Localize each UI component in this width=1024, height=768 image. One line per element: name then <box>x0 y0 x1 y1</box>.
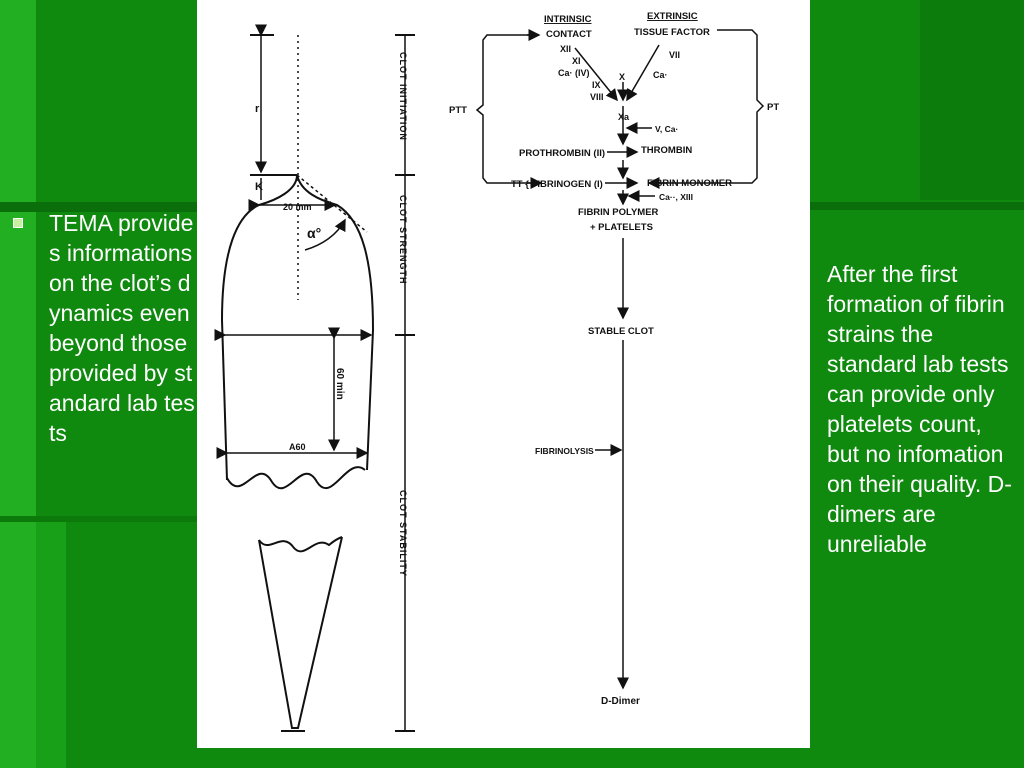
cascade-labels <box>449 11 779 707</box>
teg-tracing <box>222 35 415 731</box>
phase-clot-initiation: CLOT INITIATION <box>398 52 408 141</box>
bullet-square-icon <box>13 218 23 228</box>
label-xi: XI <box>572 56 581 66</box>
label-pt: PT <box>767 102 780 113</box>
label-fibrin-monomer: FIBRIN MONOMER <box>647 178 732 189</box>
coagulation-figure <box>197 0 810 748</box>
label-xa: Xa <box>618 112 630 122</box>
left-bullet-text: TEMA provides informations on the clot’s dynamics even beyond those provided by standard lab tests <box>49 210 195 446</box>
label-thrombin: THROMBIN <box>641 145 693 156</box>
background-left-stripe <box>0 0 36 768</box>
trace-wavy-bottom <box>227 467 365 488</box>
label-fibrin-polymer: FIBRIN POLYMER <box>578 207 659 218</box>
label-ca-xiii: Ca··, XIII <box>659 192 694 202</box>
label-x: X <box>619 72 626 82</box>
background-left-stripe-lower <box>36 520 66 768</box>
label-alpha: α° <box>307 225 322 241</box>
figure-panel <box>197 0 810 748</box>
label-r: r <box>255 103 260 115</box>
label-20mm: 20 mm <box>283 202 312 212</box>
label-xii: XII <box>560 44 572 54</box>
label-k: K <box>255 181 263 193</box>
cone-wavy-top <box>259 537 342 551</box>
label-tt-fibrinogen: TT { FIBRINOGEN (I) <box>511 179 603 190</box>
label-platelets: + PLATELETS <box>590 222 653 233</box>
background-divider-lower <box>0 516 200 522</box>
trace-right-outline <box>297 175 373 470</box>
cascade-diagram <box>477 30 763 688</box>
cone-outline <box>259 537 342 728</box>
label-ptt: PTT <box>449 105 467 116</box>
label-v-ca: V, Ca· <box>655 124 679 134</box>
label-vii: VII <box>669 50 681 60</box>
label-viii: VIII <box>590 92 604 102</box>
label-d-dimer: D-Dimer <box>601 696 640 707</box>
label-contact: CONTACT <box>546 29 592 40</box>
label-a60: A60 <box>289 442 306 452</box>
label-extrinsic: EXTRINSIC <box>647 11 698 22</box>
label-ca-iv: Ca· (IV) <box>558 68 590 78</box>
background-dark-panel <box>920 0 1024 200</box>
label-intrinsic: INTRINSIC <box>544 14 592 25</box>
label-60min: 60 min <box>334 368 345 400</box>
background-divider-right <box>810 202 1024 210</box>
label-ca: Ca· <box>653 70 668 80</box>
trace-left-outline <box>222 175 297 480</box>
label-stable-clot: STABLE CLOT <box>588 326 654 337</box>
label-fibrinolysis: FIBRINOLYSIS <box>535 446 594 456</box>
ptt-bracket <box>477 35 539 183</box>
label-tissue-factor: TISSUE FACTOR <box>634 27 710 38</box>
right-bullet-text: After the first formation of fibrin strains the standard lab tests can provide only platelets count, but no infomation on their quality. D-dimers are unreliable <box>827 261 1012 557</box>
label-ix: IX <box>592 80 601 90</box>
phase-clot-stability: CLOT STABILITY <box>398 490 408 577</box>
label-prothrombin: PROTHROMBIN (II) <box>519 148 606 159</box>
phase-clot-strength: CLOT STRENGTH <box>398 195 408 285</box>
